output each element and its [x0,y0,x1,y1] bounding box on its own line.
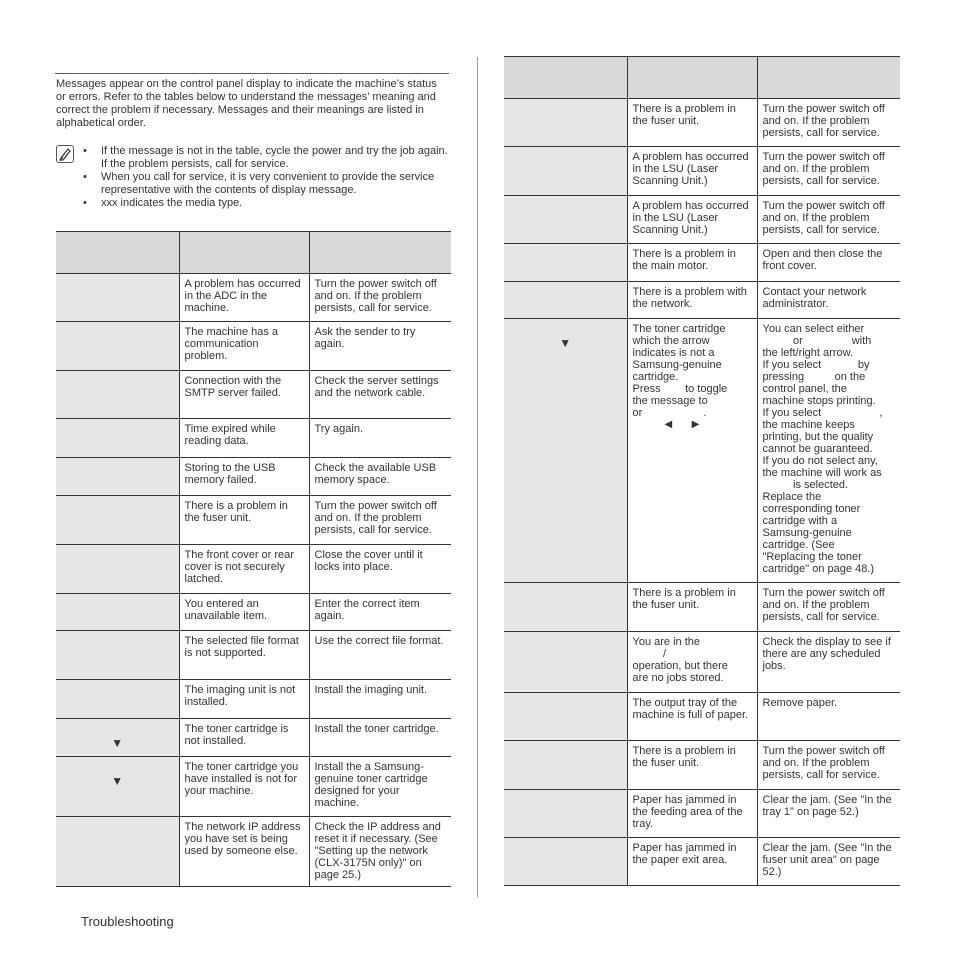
header-meaning [627,57,757,99]
solution-cell: Check the display to see if there are any scheduled jobs. [757,632,900,693]
table-row [56,496,451,545]
solution-line: pressing on the [762,371,866,383]
solution-line: cannot be guaranteed. [762,443,873,455]
solution-cell: Enter the correct item again. [309,594,451,631]
down-arrow-icon: ▼ [111,774,124,788]
meaning-line: cartridge. [632,371,679,383]
solution-line: or with [762,335,872,347]
meaning-line: which the arrow [632,335,710,347]
solution-cell: Turn the power switch off and on. If the problem persists, call for service. [757,147,900,196]
solution-cell: Turn the power switch off and on. If the problem persists, call for service. [757,196,900,244]
meaning-line: are no jobs stored. [632,672,724,684]
message-cell [504,99,627,147]
notes-list [82,145,448,210]
header-message [504,57,627,99]
meaning-line: Samsung-genuine [632,359,722,371]
table-row [504,838,900,886]
meaning-cell: The toner cartridge you have installed is not for your machine. [179,757,309,817]
meaning-cell: The toner cartridge is not installed. [179,719,309,757]
solution-line: Samsung-genuine [762,527,852,539]
solution-cell: Open and then close the front cover. [757,244,900,282]
header-message [56,232,179,274]
meaning-cell: You entered an unavailable item. [179,594,309,631]
solution-line: You can select either [762,323,865,335]
table-row [56,757,451,817]
message-cell [504,790,627,838]
solution-cell: Close the cover until it locks into place. [309,545,451,594]
table-row [56,594,451,631]
meaning-cell: There is a problem in the fuser unit. [179,496,309,545]
table-row [504,693,900,741]
meaning-cell: The output tray of the machine is full of paper. [627,693,757,741]
messages-table-left [56,231,451,887]
solution-cell: Check the available USB memory space. [309,458,451,496]
meaning-cell: Paper has jammed in the feeding area of the tray. [627,790,757,838]
message-cell [504,196,627,244]
message-cell [56,371,179,419]
table-row [504,790,900,838]
note-item: • xxx indicates the media type. [82,197,448,210]
meaning-line: / [632,648,667,660]
solution-cell: Contact your network administrator. [757,282,900,319]
message-cell [504,244,627,282]
message-cell [504,741,627,790]
column-divider [477,57,478,897]
table-row [56,631,451,680]
solution-line: Replace the [762,491,822,503]
solution-line: If you select , [762,407,883,419]
meaning-cell: A problem has occurred in the ADC in the machine. [179,274,309,322]
message-cell [56,757,179,817]
header-meaning [179,232,309,274]
message-cell [504,282,627,319]
meaning-cell: There is a problem with the network. [627,282,757,319]
solution-cell: Remove paper. [757,693,900,741]
footer-section-title: Troubleshooting [81,914,174,929]
meaning-cell: The selected file format is not supported. [179,631,309,680]
message-cell [56,496,179,545]
solution-line: corresponding toner [762,503,861,515]
table-row [56,419,451,458]
solution-line: cartridge with a [762,515,838,527]
solution-cell: Clear the jam. (See "In the fuser unit area" on page 52.) [757,838,900,886]
solution-cell: Install the imaging unit. [309,680,451,719]
solution-line: the machine will work as [762,467,882,479]
meaning-line: or . [632,407,707,419]
solution-line: is selected. [762,479,849,491]
meaning-line: the message to [632,395,708,407]
meaning-cell: A problem has occurred in the LSU (Laser Scanning Unit.) [627,147,757,196]
table-row [56,719,451,757]
header-solution [757,57,900,99]
meaning-cell: There is a problem in the main motor. [627,244,757,282]
table-row [504,583,900,632]
meaning-cell: The imaging unit is not installed. [179,680,309,719]
meaning-cell: There is a problem in the fuser unit. [627,583,757,632]
message-cell [504,147,627,196]
message-cell [56,719,179,757]
table-row [504,741,900,790]
left-right-arrow-icons: ◀ ▶ [664,419,700,430]
solution-line: cartridge. (See [762,539,835,551]
table-row [504,147,900,196]
solution-cell: Install the toner cartridge. [309,719,451,757]
solution-cell: Try again. [309,419,451,458]
message-cell [56,458,179,496]
solution-line: printing, but the quality [762,431,874,443]
intro-paragraph: Messages appear on the control panel display to indicate the machine’s status or errors. Refer to the tables below to understand the messages’ meaning and correct the problem if necessary. Messages and their meanings are listed in alphabetical order. [56,78,437,129]
solution-cell [757,319,900,583]
solution-line: "Replacing the toner [762,551,862,563]
messages-table-right [504,56,900,886]
message-cell [56,817,179,887]
meaning-line: operation, but there [632,660,728,672]
table-row [56,274,451,322]
solution-cell: Ask the sender to try again. [309,322,451,371]
meaning-cell: A problem has occurred in the LSU (Laser Scanning Unit.) [627,196,757,244]
meaning-cell: There is a problem in the fuser unit. [627,99,757,147]
solution-cell: Turn the power switch off and on. If the problem persists, call for service. [757,583,900,632]
table-row [56,322,451,371]
solution-cell: Turn the power switch off and on. If the problem persists, call for service. [309,496,451,545]
meaning-cell: The network IP address you have set is being used by someone else. [179,817,309,887]
message-cell [504,632,627,693]
section-rule [55,73,449,74]
meaning-cell: There is a problem in the fuser unit. [627,741,757,790]
message-cell [504,693,627,741]
table-row [56,680,451,719]
message-cell [56,274,179,322]
solution-cell: Install the a Samsung-genuine toner cartridge designed for your machine. [309,757,451,817]
table-row [504,632,900,693]
message-cell [56,680,179,719]
meaning-cell: Connection with the SMTP server failed. [179,371,309,419]
table-row [504,196,900,244]
table-row [504,282,900,319]
message-cell [56,419,179,458]
meaning-cell: Time expired while reading data. [179,419,309,458]
solution-line: If you select by [762,359,870,371]
note-pencil-icon [56,145,74,163]
meaning-cell: The front cover or rear cover is not securely latched. [179,545,309,594]
table-row [504,99,900,147]
message-cell [56,631,179,680]
meaning-line: indicates is not a [632,347,715,359]
message-cell [504,583,627,632]
solution-cell: Clear the jam. (See "In the tray 1" on page 52.) [757,790,900,838]
solution-cell: Check the server settings and the network cable. [309,371,451,419]
message-cell [504,319,627,583]
table-row [56,545,451,594]
table-row [56,458,451,496]
meaning-line: Press to toggle [632,383,728,395]
solution-line: cartridge" on page 48.) [762,563,875,575]
table-row [56,371,451,419]
table-row [56,817,451,887]
meaning-cell: Storing to the USB memory failed. [179,458,309,496]
meaning-cell [627,319,757,583]
solution-cell: Turn the power switch off and on. If the problem persists, call for service. [309,274,451,322]
meaning-cell [627,632,757,693]
meaning-cell: Paper has jammed in the paper exit area. [627,838,757,886]
solution-cell: Turn the power switch off and on. If the problem persists, call for service. [757,99,900,147]
table-row [504,244,900,282]
solution-line: the left/right arrow. [762,347,853,359]
table-row [504,319,900,583]
down-arrow-icon: ▼ [559,336,572,350]
solution-line: control panel, the [762,383,847,395]
meaning-line: You are in the [632,636,700,648]
solution-cell: Check the IP address and reset it if necessary. (See "Setting up the network (CLX-3175N only)" on page 25.) [309,817,451,887]
message-cell [56,594,179,631]
message-cell [504,838,627,886]
down-arrow-icon: ▼ [111,736,124,750]
meaning-cell: The machine has a communication problem. [179,322,309,371]
solution-line: machine stops printing. [762,395,876,407]
solution-line: the machine keeps [762,419,855,431]
solution-cell: Use the correct file format. [309,631,451,680]
note-item: • When you call for service, it is very convenient to provide the service representative with the contents of display message. [82,171,448,197]
solution-cell: Turn the power switch off and on. If the problem persists, call for service. [757,741,900,790]
message-cell [56,322,179,371]
message-cell [56,545,179,594]
meaning-line: The toner cartridge [632,323,726,335]
note-item: • If the message is not in the table, cycle the power and try the job again. If the problem persists, call for service. [82,145,448,171]
solution-line: If you do not select any, [762,455,878,467]
header-solution [309,232,451,274]
